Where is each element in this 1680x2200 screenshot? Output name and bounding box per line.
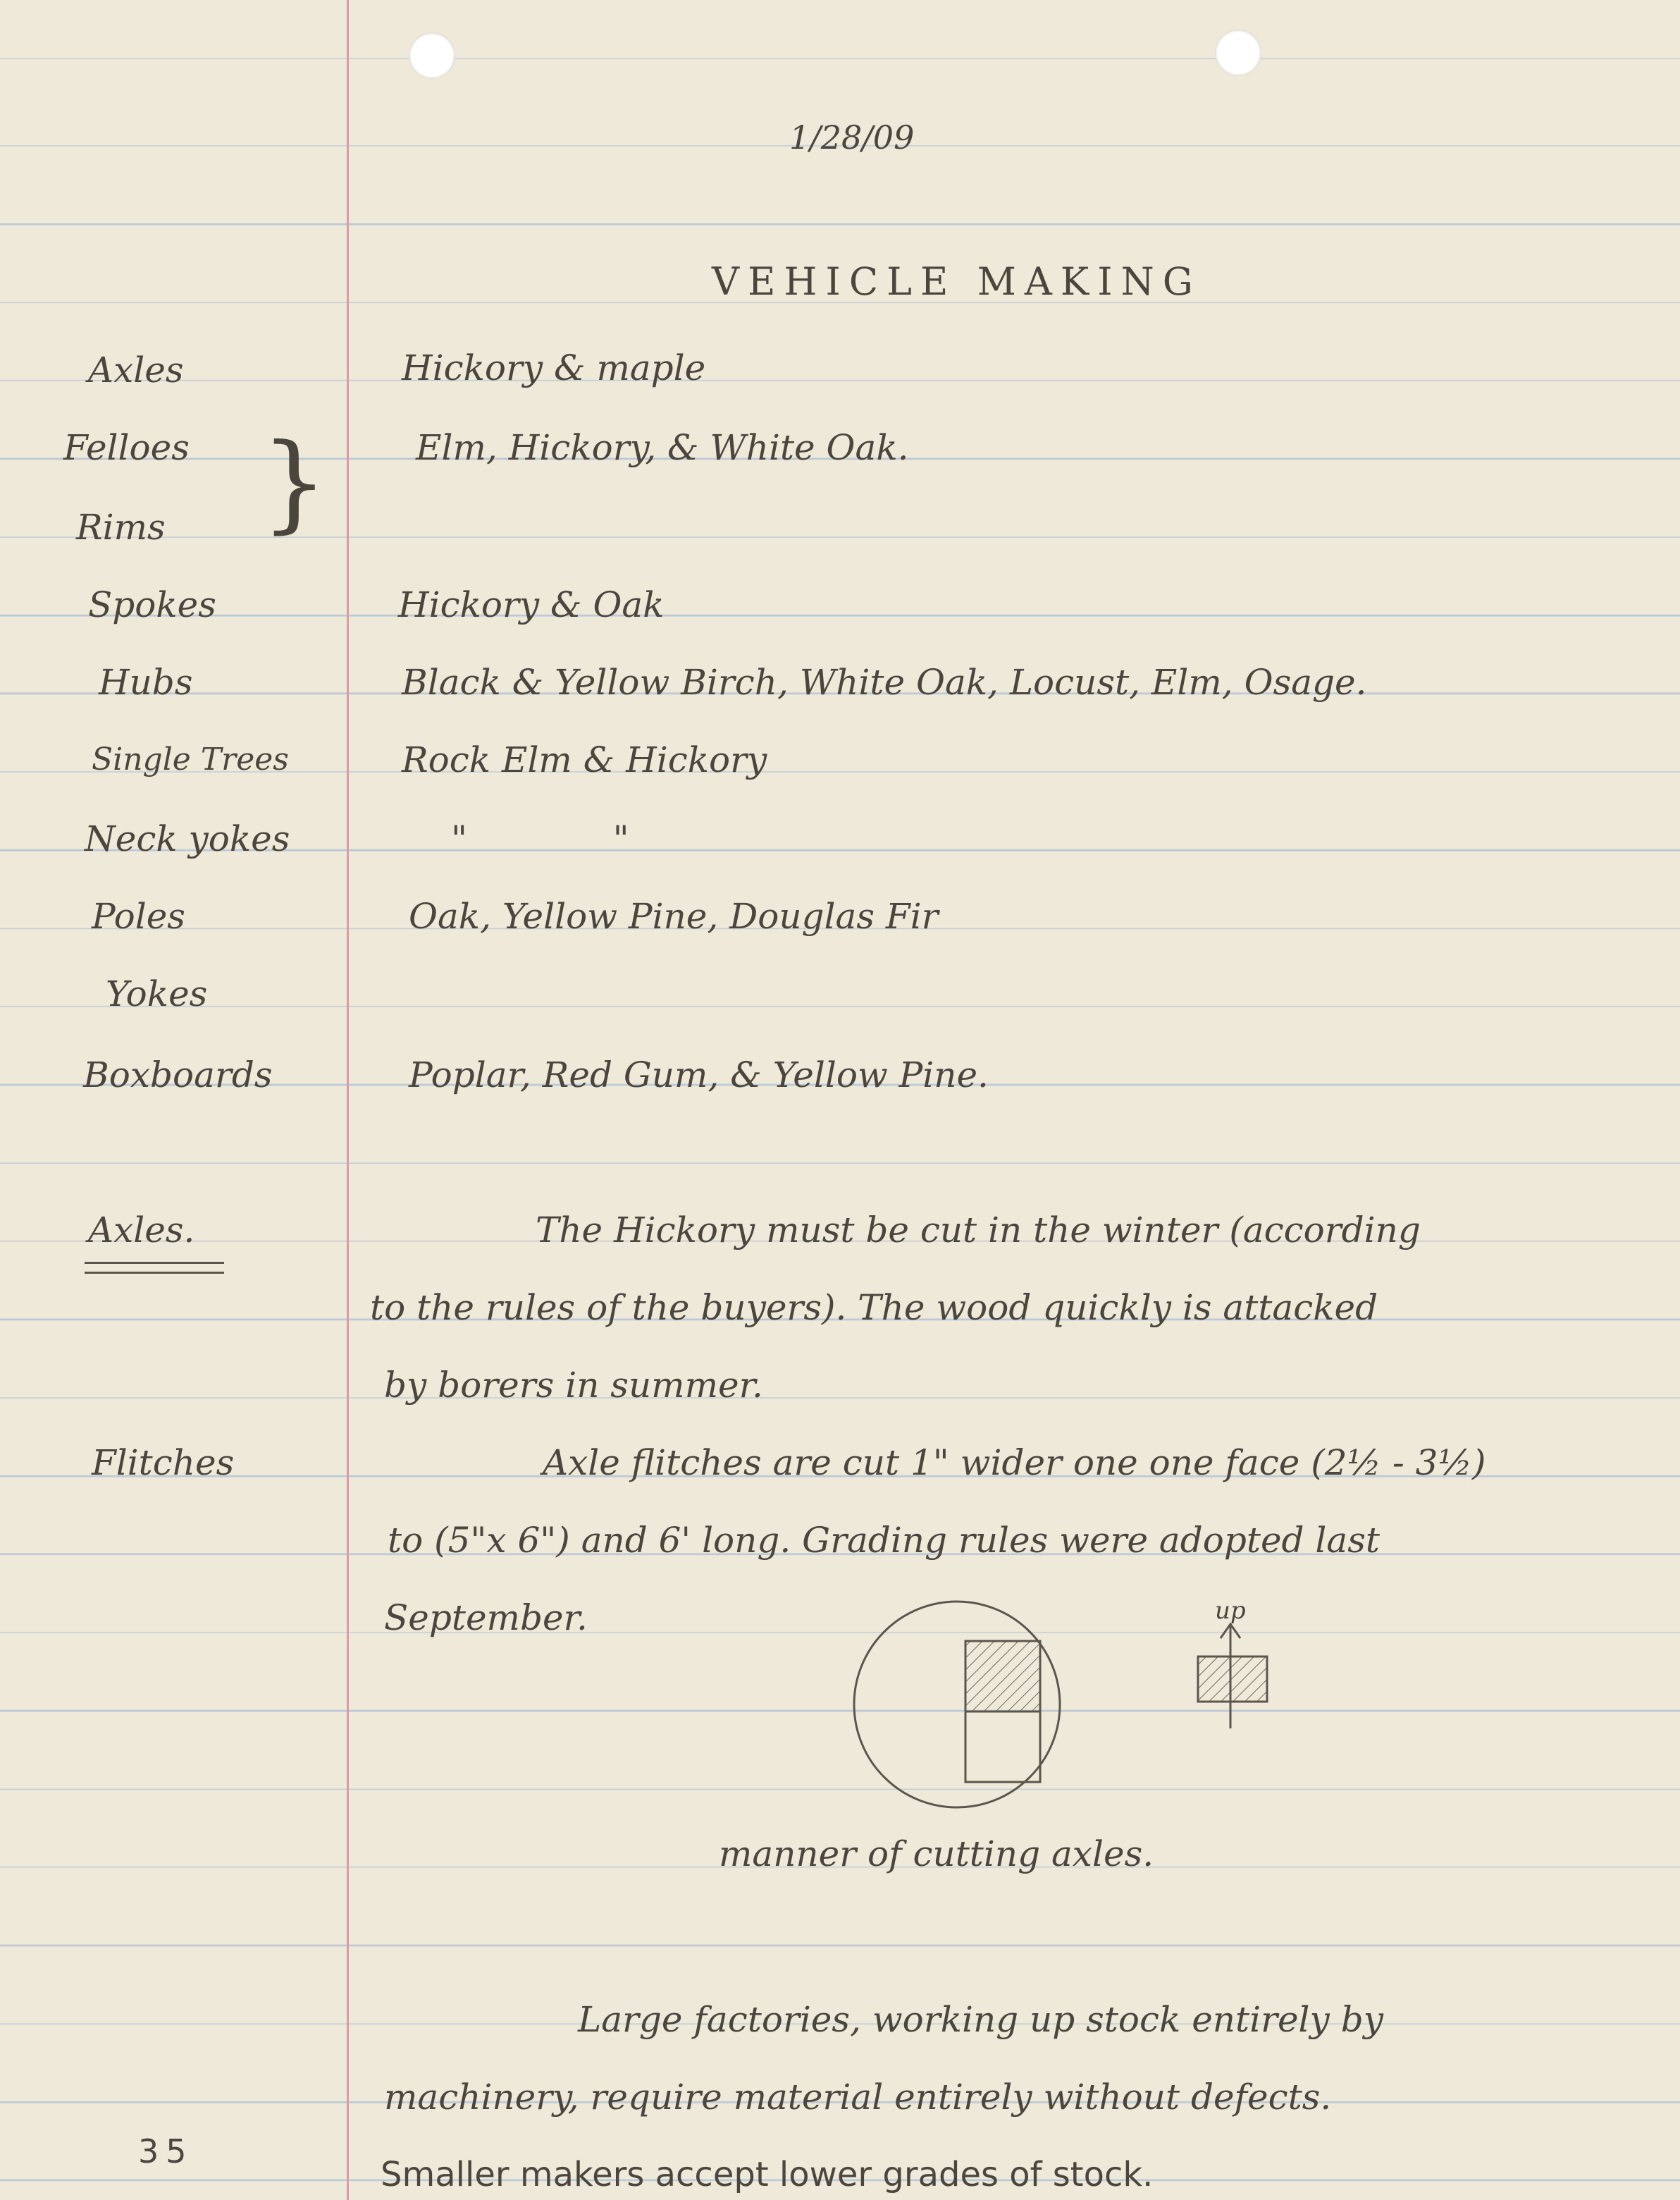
wood-value: Oak, Yellow Pine, Douglas Fir bbox=[409, 896, 939, 937]
flitch-top-hatched bbox=[965, 1641, 1040, 1712]
part-label: Hubs bbox=[99, 662, 193, 703]
body-line: Large factories, working up stock entirely by bbox=[578, 1999, 1383, 2040]
part-label: Spokes bbox=[88, 584, 216, 625]
heading-underline bbox=[85, 1272, 224, 1274]
wood-value: Hickory & Oak bbox=[398, 584, 665, 625]
part-label: Axles bbox=[88, 350, 184, 391]
diagram-caption: manner of cutting axles. bbox=[719, 1833, 1154, 1874]
up-label: up bbox=[1215, 1597, 1246, 1625]
page-title: VEHICLE MAKING bbox=[712, 259, 1202, 304]
wood-value: Hickory & maple bbox=[402, 348, 706, 388]
part-label: Poles bbox=[92, 896, 185, 937]
part-label: Single Trees bbox=[92, 742, 289, 778]
body-line: The Hickory must be cut in the winter (according bbox=[536, 1210, 1421, 1250]
punch-hole-right bbox=[1215, 30, 1261, 76]
part-label: Neck yokes bbox=[85, 818, 290, 859]
page-date: 1/28/09 bbox=[789, 118, 915, 156]
page-number: 35 bbox=[138, 2132, 194, 2170]
part-label: Boxboards bbox=[83, 1055, 273, 1095]
part-label: Felloes bbox=[63, 427, 190, 468]
body-line: to the rules of the buyers). The wood quickly is attacked bbox=[370, 1287, 1378, 1328]
wood-value: Rock Elm & Hickory bbox=[402, 739, 767, 780]
wood-value: Black & Yellow Birch, White Oak, Locust, Elm, Osage. bbox=[402, 662, 1367, 703]
wood-value: Elm, Hickory, & White Oak. bbox=[416, 427, 909, 468]
body-line: to (5"x 6") and 6' long. Grading rules were adopted last bbox=[388, 1520, 1380, 1561]
part-label: Rims bbox=[76, 507, 166, 548]
body-line: Smaller makers accept lower grades of stock. bbox=[381, 2155, 1154, 2194]
body-line: Axle flitches are cut 1" wider one one face (2½ - 3½) bbox=[543, 1442, 1486, 1483]
brace-symbol: } bbox=[261, 422, 328, 544]
axle-section-hatched bbox=[1198, 1657, 1267, 1702]
part-label: Yokes bbox=[106, 973, 208, 1014]
body-line: September. bbox=[384, 1597, 588, 1638]
wood-value: " " bbox=[451, 818, 629, 859]
body-line: by borers in summer. bbox=[384, 1365, 763, 1406]
section-heading-flitches: Flitches bbox=[92, 1442, 235, 1483]
punch-hole-left bbox=[409, 32, 455, 79]
section-heading-axles: Axles. bbox=[88, 1210, 195, 1250]
margin-line bbox=[347, 0, 349, 2200]
axle-cutting-diagram bbox=[839, 1593, 1290, 1819]
body-line: machinery, require material entirely without defects. bbox=[384, 2077, 1332, 2118]
wood-value: Poplar, Red Gum, & Yellow Pine. bbox=[409, 1055, 989, 1095]
flitch-bottom bbox=[965, 1712, 1040, 1782]
heading-underline bbox=[85, 1262, 224, 1264]
